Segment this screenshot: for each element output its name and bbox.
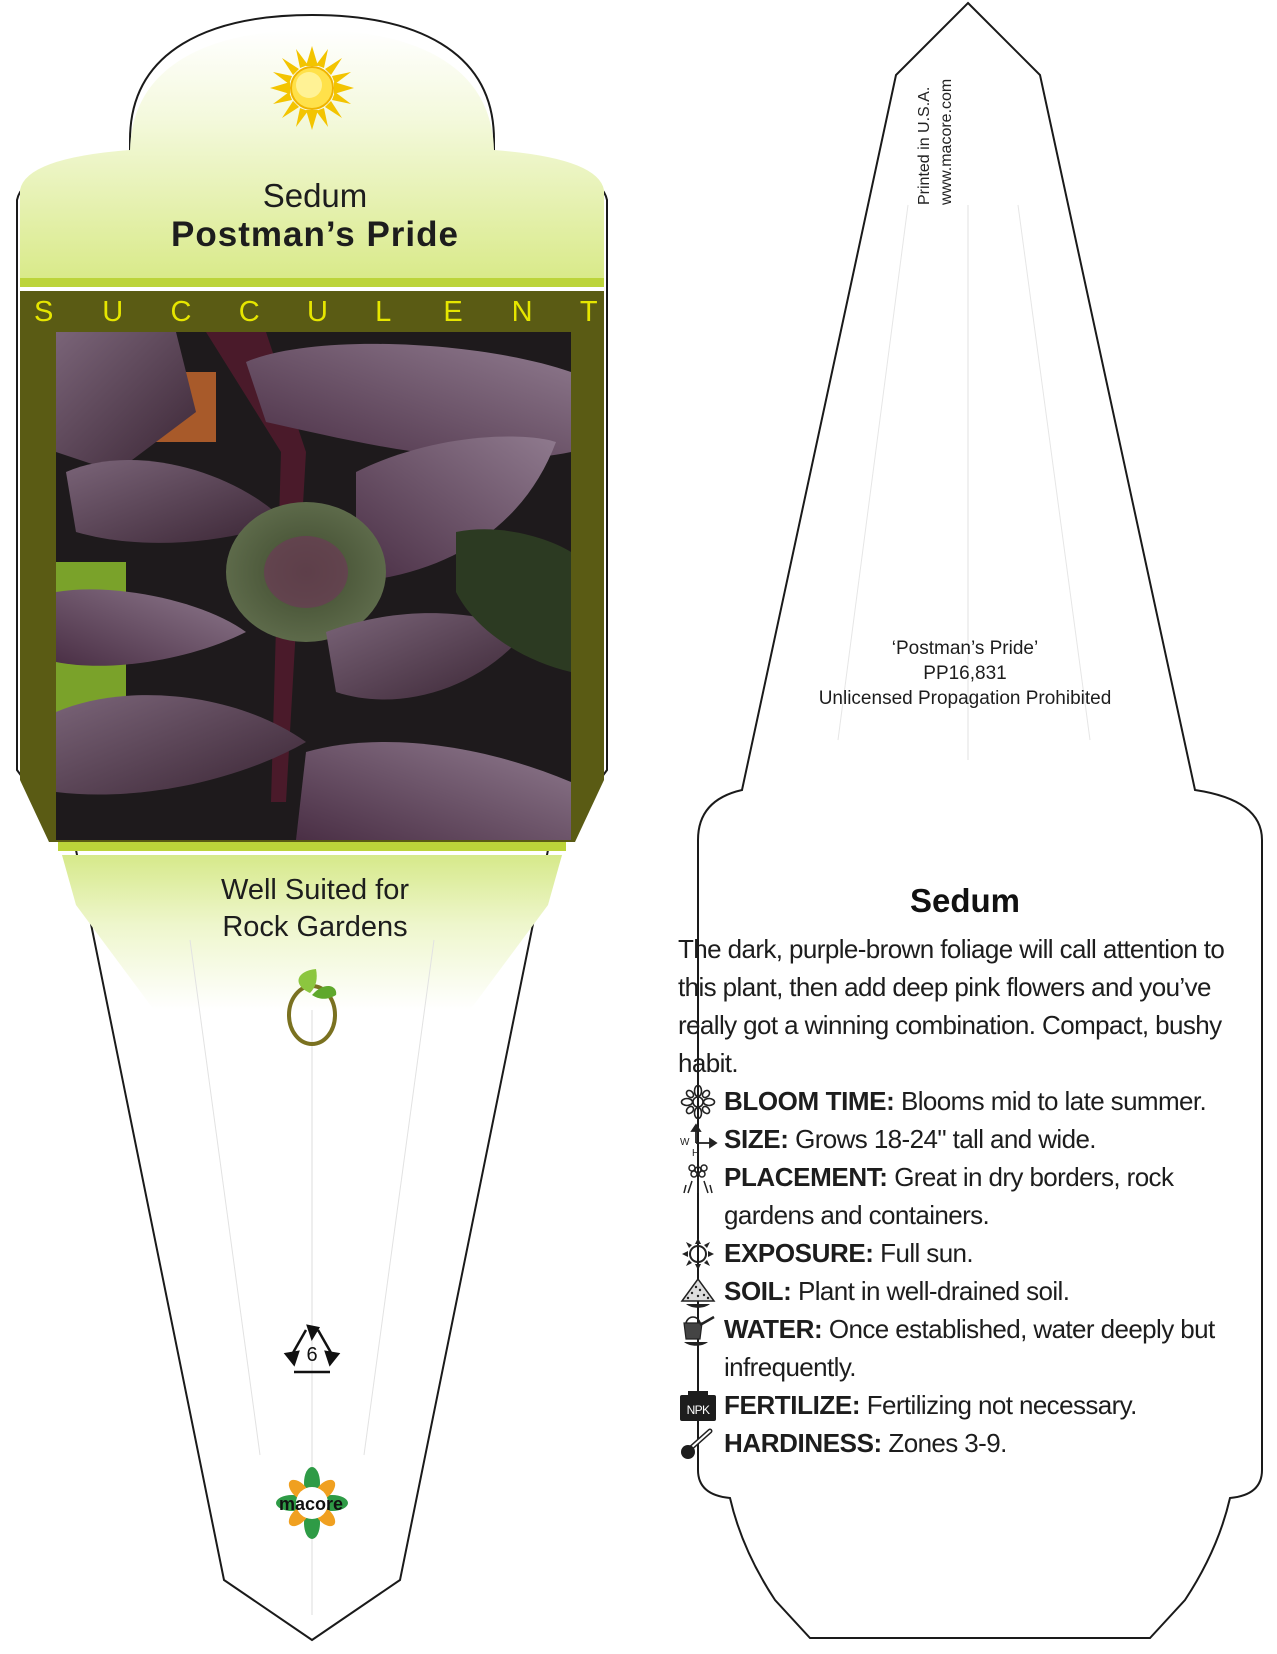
care-title: Sedum	[909, 882, 1021, 919]
plant-tagline	[70, 872, 560, 946]
printed-credit	[912, 45, 992, 225]
plant-category	[22, 296, 608, 329]
plant-photo	[56, 332, 571, 840]
soil-label: SOIL:	[724, 1276, 792, 1306]
macore-logo-text: macore	[278, 1494, 344, 1514]
placement-icon	[678, 1161, 718, 1195]
thermometer-icon	[678, 1427, 718, 1461]
exposure-text: Full sun.	[880, 1238, 974, 1268]
category-letter: L	[375, 296, 392, 328]
hardiness-text: Zones 3-9.	[888, 1428, 1007, 1458]
soil-icon	[678, 1275, 718, 1309]
size-icon	[678, 1123, 718, 1157]
care-row-size	[678, 1120, 1268, 1158]
care-row-exposure	[678, 1234, 1268, 1272]
soil-text: Plant in well-drained soil.	[797, 1276, 1070, 1306]
patent-prohibition: Unlicensed Propagation Prohibited	[818, 688, 1112, 709]
flower-icon	[678, 1085, 718, 1119]
water-text: Once established, water deeply but infrequently.	[724, 1314, 1215, 1382]
care-body	[678, 930, 1268, 1462]
patent-notice	[760, 636, 1170, 711]
care-row-placement	[678, 1158, 1268, 1234]
category-letter: U	[102, 296, 124, 328]
watering-can-icon	[678, 1313, 718, 1347]
size-text: Grows 18-24" tall and wide.	[795, 1124, 1096, 1154]
size-h-label: H	[692, 1148, 699, 1157]
size-label: SIZE:	[724, 1124, 789, 1154]
fertilize-label: FERTILIZE:	[724, 1390, 861, 1420]
plant-description: The dark, purple-brown foliage will call attention to this plant, then add deep pink flowers and you’ve really got a winning combination. Compact, bushy habit.	[678, 934, 1225, 1078]
care-row-soil	[678, 1272, 1268, 1310]
hardiness-label: HARDINESS:	[724, 1428, 882, 1458]
category-letter: T	[579, 296, 598, 328]
category-letter: C	[238, 296, 260, 328]
recycle-number: 6	[306, 1344, 318, 1366]
placement-label: PLACEMENT:	[724, 1162, 888, 1192]
npk-label: NPK	[686, 1403, 710, 1417]
patent-number: PP16,831	[923, 663, 1007, 684]
tagline-line-2: Rock Gardens	[222, 911, 408, 943]
bloom-label: BLOOM TIME:	[724, 1086, 895, 1116]
care-row-water	[678, 1310, 1268, 1386]
category-letter: U	[306, 296, 328, 328]
fertilize-text: Fertilizing not necessary.	[866, 1390, 1137, 1420]
category-letter: C	[170, 296, 192, 328]
category-letter: S	[34, 296, 54, 328]
plant-genus: Sedum	[262, 177, 368, 214]
sun-outline-icon	[678, 1237, 718, 1271]
care-row-bloom	[678, 1082, 1268, 1120]
bloom-text: Blooms mid to late summer.	[900, 1086, 1207, 1116]
tagline-line-1: Well Suited for	[220, 874, 410, 906]
water-label: WATER:	[724, 1314, 823, 1344]
category-letter: E	[443, 296, 463, 328]
placement-text: Great in dry borders, rock gardens and containers.	[724, 1162, 1174, 1230]
care-row-hardiness	[678, 1424, 1268, 1462]
patent-name: ‘Postman’s Pride’	[891, 638, 1039, 659]
care-row-fertilize	[678, 1386, 1268, 1424]
sun-icon	[270, 46, 354, 130]
printed-line-1: Printed in U.S.A.	[916, 86, 933, 205]
npk-icon	[678, 1389, 718, 1423]
printed-line-2: www.macore.com	[938, 78, 955, 205]
size-w-label: W	[680, 1137, 689, 1148]
plant-cultivar: Postman’s Pride	[171, 215, 459, 254]
exposure-label: EXPOSURE:	[724, 1238, 874, 1268]
category-letter: N	[511, 296, 533, 328]
